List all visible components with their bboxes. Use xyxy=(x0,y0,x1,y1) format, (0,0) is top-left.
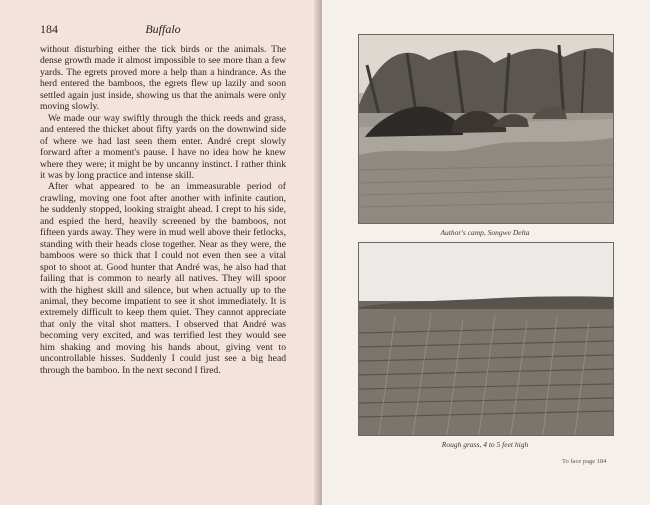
paragraph-2: We made our way swiftly through the thick reeds and grass, and entered the thicket about fifty yards on the downwind side of where we had last seen them enter. André crept slowly forward after a moment's pause. I have no idea how he knew where they were; it might be by uncanny instinct. I rather think it was by long practice and intense skill. xyxy=(40,112,286,181)
paragraph-3: After what appeared to be an immeasurable period of crawling, moving one foot after another with infinite caution, he suddenly stopped, looking straight ahead. I crept to his side, and espied the herd, heavily screened by the bamboos, not fifteen yards away. They were in mud well above their fetlocks, standing with their heads close together. Near as they were, the bamboos were so thick that I could not even then see a vital spot to shoot at. Good hunter that André was, he also had that failing that is common to nearly all natives. They will spoor with the highest skill and silence, but when actually up to the animal, they become impatient to see it shot immediately. It is extremely difficult to keep them quiet. They cannot appreciate that only the vital shot matters. I observed that André was becoming very excited, and was terrified lest they would see him shaking and moving his hands about, giving vent to uncontrollable hisses. Suddenly I could just see a big head through the bamboo. In the next second I fired. xyxy=(40,181,286,376)
left-page xyxy=(0,0,318,505)
camp-photograph xyxy=(358,34,614,224)
running-head: Buffalo xyxy=(145,22,181,36)
grass-photo-caption: Rough grass, 4 to 5 feet high xyxy=(441,440,529,449)
facing-page-note: To face page 184 xyxy=(562,458,607,465)
page-number: 184 xyxy=(40,22,58,36)
page-header xyxy=(40,22,286,38)
grass-photograph xyxy=(358,242,614,436)
camp-photo-caption: Author's camp, Songwe Delta xyxy=(440,228,530,237)
body-text xyxy=(40,44,286,376)
paragraph-1: without disturbing either the tick birds or the animals. The dense growth made it almost impossible to see more than a few yards. The egrets proved more a help than a hindrance. As the herd entered the bamboos, the egrets flew up lazily and soon settled again just inside, showing us that the animals were only moving slowly. xyxy=(40,44,286,113)
